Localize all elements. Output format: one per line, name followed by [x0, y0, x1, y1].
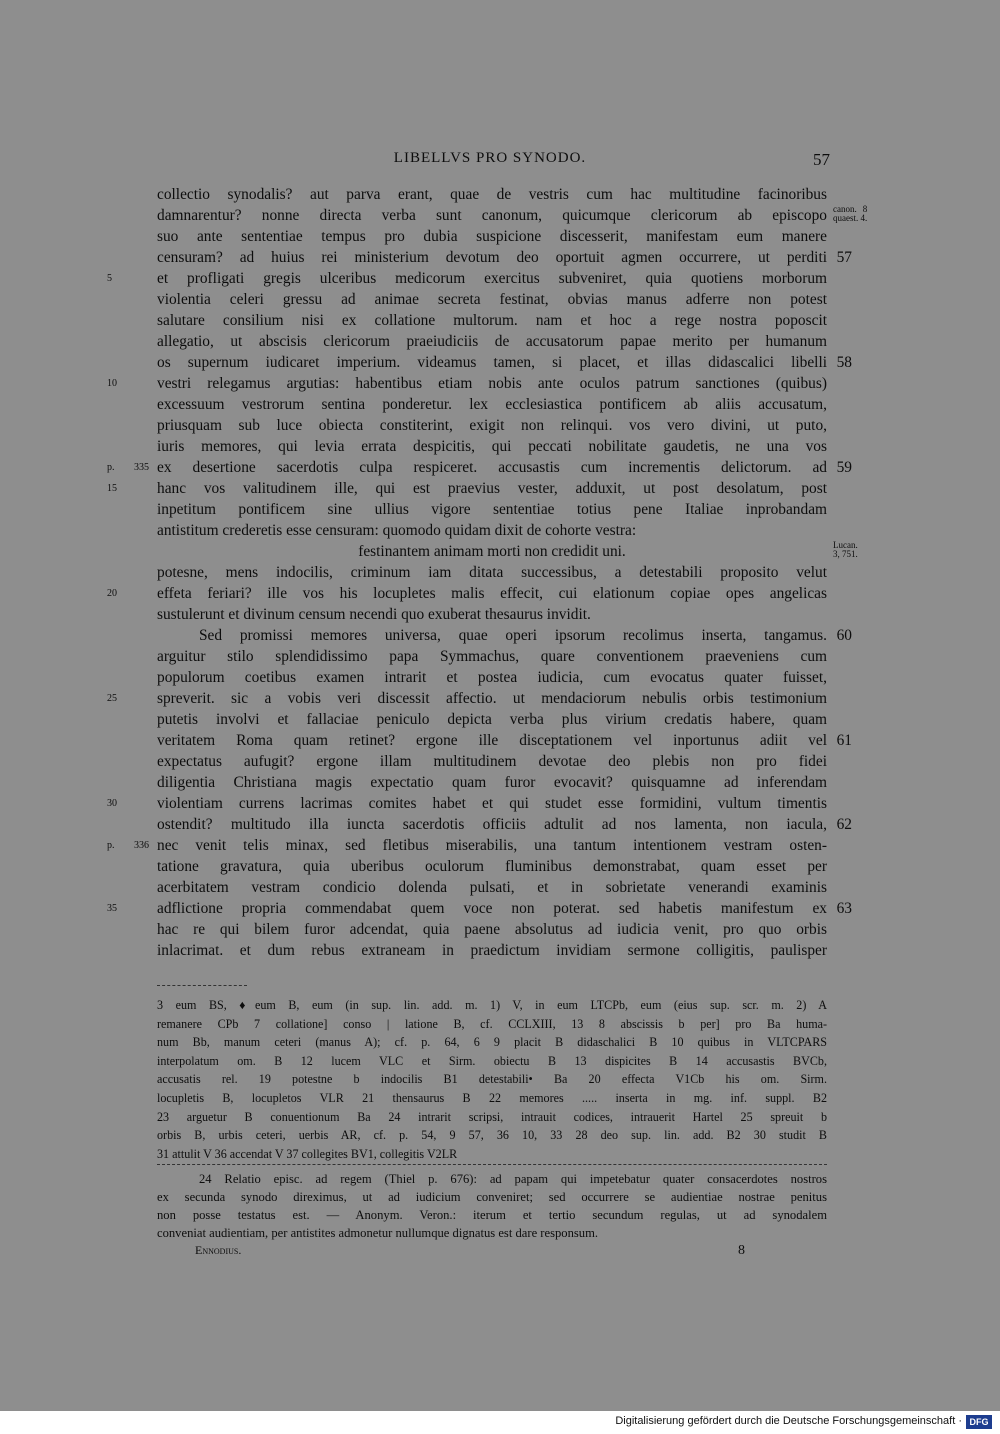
text-line-content: ex desertione sacerdotis culpa respiceret. accusastis cum incrementis delictorum. ad — [157, 459, 827, 476]
text-line-content: acerbitatem vestram condicio dolenda pulsati, et in sobrietate venerandi examinis — [157, 879, 827, 896]
note-line: conveniat audientiam, per antistites admonetur nullumque dignatus est dare responsum. — [157, 1226, 599, 1240]
apparatus-line: 31 attulit V 36 accendat V 37 collegites BV1, collegitis V2LR — [157, 1146, 458, 1161]
signature-number: 8 — [738, 1243, 745, 1258]
text-line-content: inlacrimat. et dum rebus extraneam in praedictum invidiam sermone colligitis, paulisper — [157, 942, 827, 959]
text-line — [157, 436, 827, 457]
text-line-content: effeta feriari? ille vos his locupletes malis effecit, cui elationum copiae opes angelicas — [157, 585, 827, 602]
text-line — [157, 709, 827, 730]
section-number: 60 — [836, 627, 852, 644]
line-number: 25 — [107, 693, 117, 704]
text-line — [107, 793, 827, 814]
text-line-content: collectio synodalis? aut parva erant, quae de vestris cum hac multitudine facinoribus — [157, 186, 827, 203]
text-line — [157, 352, 852, 373]
note-line: non posse testatus est. — Anonym. Veron.: iterum et tertio secundum regulas, ut ad synodalem — [157, 1208, 827, 1222]
text-line-content: festinantem animam morti non credidit uni. — [358, 543, 626, 560]
text-line-content: os supernum iudicaret imperium. videamus tamen, si placet, et illas didascalici libelli — [157, 354, 827, 371]
text-line — [157, 919, 827, 940]
text-line-content: putetis involvi et fallaciae peniculo depicta verba plus virium credatis habere, quam — [157, 711, 827, 728]
text-line-content: hanc vos valitudinem ille, qui est praevius vester, adduxit, ut post desolatum, post — [157, 480, 827, 497]
line-number: 20 — [107, 588, 117, 599]
text-line-content: allegatio, ut abscisis clericorum praeiudiciis de accusatorum papae merito per humanum — [157, 333, 827, 350]
margin-citation-line: Lucan. — [833, 540, 858, 550]
text-line — [157, 772, 827, 793]
note-line: 24 Relatio episc. ad regem (Thiel p. 676): ad papam qui impetebatur quater consacerdotes nostros — [199, 1172, 827, 1186]
text-line-content: antistitum crederetis esse censuram: quomodo quidam dixit de cohorte vestra: — [157, 522, 637, 539]
running-header — [150, 150, 830, 174]
margin-citation — [833, 541, 858, 559]
text-line-content: adflictione propria commendabat quem voce non poterat. sed habetis manifestum ex — [157, 900, 827, 917]
text-line-content: priusquam sub luce obiecta constiterint, exigit non relinqui. vos vero divini, ut puto, — [157, 417, 827, 434]
text-line — [157, 877, 827, 898]
text-line-content: salutare consilium nisi ex collatione multorum. nam et hoc a rege nostra poposcit — [157, 312, 827, 329]
text-line — [157, 540, 858, 562]
apparatus-rule — [157, 985, 247, 986]
text-line-content: diligentia Christiana magis expectatio quam furor evocavit? quisquamne ad inferendam — [157, 774, 827, 791]
running-title: LIBELLVS PRO SYNODO. — [393, 150, 587, 166]
digitization-footer — [0, 1411, 1000, 1434]
text-line-content: nec venit telis minax, sed fletibus miserabilis, una tantum intentionem vestram osten- — [157, 837, 827, 854]
section-number: 59 — [836, 459, 852, 476]
text-line — [157, 499, 827, 520]
text-line — [157, 604, 827, 625]
text-line — [157, 331, 827, 352]
text-line-content: ostendit? multitudo illa iuncta sacerdotis officiis adtulit ad nos lamenta, non iacula, — [157, 816, 827, 833]
text-line — [157, 751, 827, 772]
apparatus-line: interpolatum om. B 12 lucem VLC et Sirm. obiectu B 13 dispicites B 14 accusastis BVCb, — [157, 1053, 827, 1068]
text-line — [157, 940, 827, 961]
section-number: 58 — [836, 354, 852, 371]
section-number: 61 — [836, 732, 852, 749]
text-line — [157, 730, 852, 751]
text-line-content: et profligati gregis ulceribus medicorum exercitus subveniret, quia quotiens morborum — [157, 270, 827, 287]
critical-apparatus — [157, 996, 827, 1163]
page-number: 57 — [813, 150, 830, 169]
text-line — [157, 226, 827, 247]
text-line — [107, 268, 827, 289]
text-line-content: inpetitum pontificem sine ullius vigore sententiae totius pene Italiae inprobandam — [157, 501, 827, 518]
section-number: 63 — [836, 900, 852, 917]
text-line — [107, 373, 827, 394]
text-line-content: tatione gravatura, quia uberibus oculorum fluminibus demonstrabat, quam esset per — [157, 858, 827, 875]
text-line-content: hac re qui bilem furor adcendat, quia paene absolutus ad iudicia venit, pro quo orbis — [157, 921, 827, 938]
text-line-content: violentia celeri gressu ad animae secreta festinat, obvias manus adferre non potest — [157, 291, 827, 308]
text-line — [157, 646, 827, 667]
text-line-content: expectatus aufugit? ergone illam multitudinem devotae deo plebis non pro fidei — [157, 753, 827, 770]
text-line — [157, 625, 852, 646]
text-line-content: arguitur stilo splendidissimo papa Symmachus, quare conventionem praeveniens cum — [157, 648, 827, 665]
line-number: 10 — [107, 378, 117, 389]
apparatus-line: remanere CPb 7 collatione] conso | latione B, cf. CCLXIII, 13 8 abscissis b per] pro Ba huma- — [157, 1016, 827, 1031]
line-number: 15 — [107, 483, 117, 494]
text-line-content: sustulerunt et divinum censum necendi quo exuberat thesaurus invidit. — [157, 606, 591, 623]
text-line — [157, 289, 827, 310]
text-line — [157, 184, 827, 205]
page-reference: p. 335 — [107, 462, 149, 473]
notes-rule — [157, 1164, 827, 1165]
text-line — [157, 520, 827, 541]
dfg-logo: DFG — [966, 1415, 992, 1429]
main-text — [107, 184, 868, 961]
apparatus-line: 3 eum BS, ♦eum B, eum (in sup. lin. add. m. 1) V, in eum LTCPb, eum (eius sup. scr. m. 2) A — [157, 998, 827, 1012]
text-line — [157, 310, 827, 331]
text-line — [157, 856, 827, 877]
signature-name: Ennodius. — [195, 1243, 242, 1257]
apparatus-line: num Bb, manum ceteri (manus A); cf. p. 64, 6 9 placit B didaschalici B 10 quibus in VLTCPARS — [157, 1035, 827, 1050]
apparatus-line: locupletis B, locupletos VLR 21 thensaurus B 22 memores ..... inserta in mg. inf. suppl. B2 — [157, 1090, 827, 1105]
line-number: 35 — [107, 903, 117, 914]
section-number: 62 — [836, 816, 852, 833]
text-line-content: vestri relegamus argutias: habentibus etiam nobis ante oculos patrum sanctiones (quibus) — [157, 375, 827, 392]
text-line-content: veritatem Roma quam retinet? ergone ille disceptationem vel inportunus adiit vel — [157, 732, 827, 749]
text-line-content: censuram? ad huius rei ministerium devotum deo oportuit agmen occurrere, ut perditi — [157, 249, 827, 266]
text-line-content: suo ante sententiae tempus pro dubia suspicione discesserit, manifestam eum manere — [157, 228, 827, 245]
apparatus-line: orbis B, urbis ceteri, uerbis AR, cf. p. 54, 9 57, 36 10, 33 28 deo sup. lin. add. B2 30 studit B — [157, 1128, 827, 1143]
text-line — [157, 394, 827, 415]
note-line: ex secunda synodo direximus, ut ad iudicium conveniret; sed occurrere se audientiae nostrae penitus — [157, 1190, 827, 1204]
text-line-content: violentiam currens lacrimas comites habet et qui studet esse formidini, vultum timentis — [157, 795, 827, 812]
section-number: 57 — [836, 249, 852, 266]
text-line — [107, 457, 852, 478]
text-line-content: damnarentur? nonne directa verba sunt canonum, quicumque clericorum ab episcopo — [157, 207, 827, 224]
text-line — [107, 688, 827, 709]
margin-citation — [833, 205, 867, 223]
source-notes — [157, 1170, 827, 1242]
page-reference: p. 336 — [107, 840, 149, 851]
text-line — [157, 415, 827, 436]
text-line — [157, 247, 852, 268]
margin-citation-line: quaest. 4. — [833, 213, 868, 223]
text-line-content: iuris memores, qui levia errata despicitis, qui peccati nobilitate gaudetis, ne una vos — [157, 438, 827, 455]
text-line — [107, 835, 827, 856]
margin-citation-line: canon. 8 — [833, 204, 868, 214]
text-line — [157, 204, 868, 226]
text-line — [157, 667, 827, 688]
text-line — [157, 562, 827, 583]
text-line-content: spreverit. sic a vobis veri discessit affectio. ut mendaciorum nebulis orbis testimonium — [157, 690, 827, 707]
text-line-content: excessuum vestrorum sentina ponderetur. lex ecclesiastica pontificem ab aliis accusatum, — [157, 396, 827, 413]
text-line — [157, 814, 852, 835]
text-line-content: populorum coetibus examen intrarit et postea iudicia, cum evocatus quater fuisset, — [157, 669, 827, 686]
text-line-content: potesne, mens indocilis, criminum iam ditata successibus, a detestabili proposito velut — [157, 564, 827, 581]
text-line — [107, 898, 852, 919]
margin-citation-line: 3, 751. — [833, 549, 858, 559]
line-number: 5 — [107, 273, 112, 284]
text-line-content: Sed promissi memores universa, quae operi ipsorum recolimus inserta, tangamus. — [199, 627, 827, 644]
text-line — [107, 478, 827, 499]
line-number: 30 — [107, 798, 117, 809]
apparatus-line: 23 arguetur B conuentionum Ba 24 intrarit scripsi, intrauit codices, intrauerit Hartel 25 spreuit b — [157, 1109, 827, 1124]
apparatus-line: accusatis rel. 19 potestne b indocilis B1 detestabili• Ba 20 effecta V1Cb his om. Sirm. — [157, 1072, 827, 1087]
text-line — [107, 583, 827, 604]
funding-credit: Digitalisierung gefördert durch die Deutsche Forschungsgemeinschaft · — [615, 1415, 962, 1427]
